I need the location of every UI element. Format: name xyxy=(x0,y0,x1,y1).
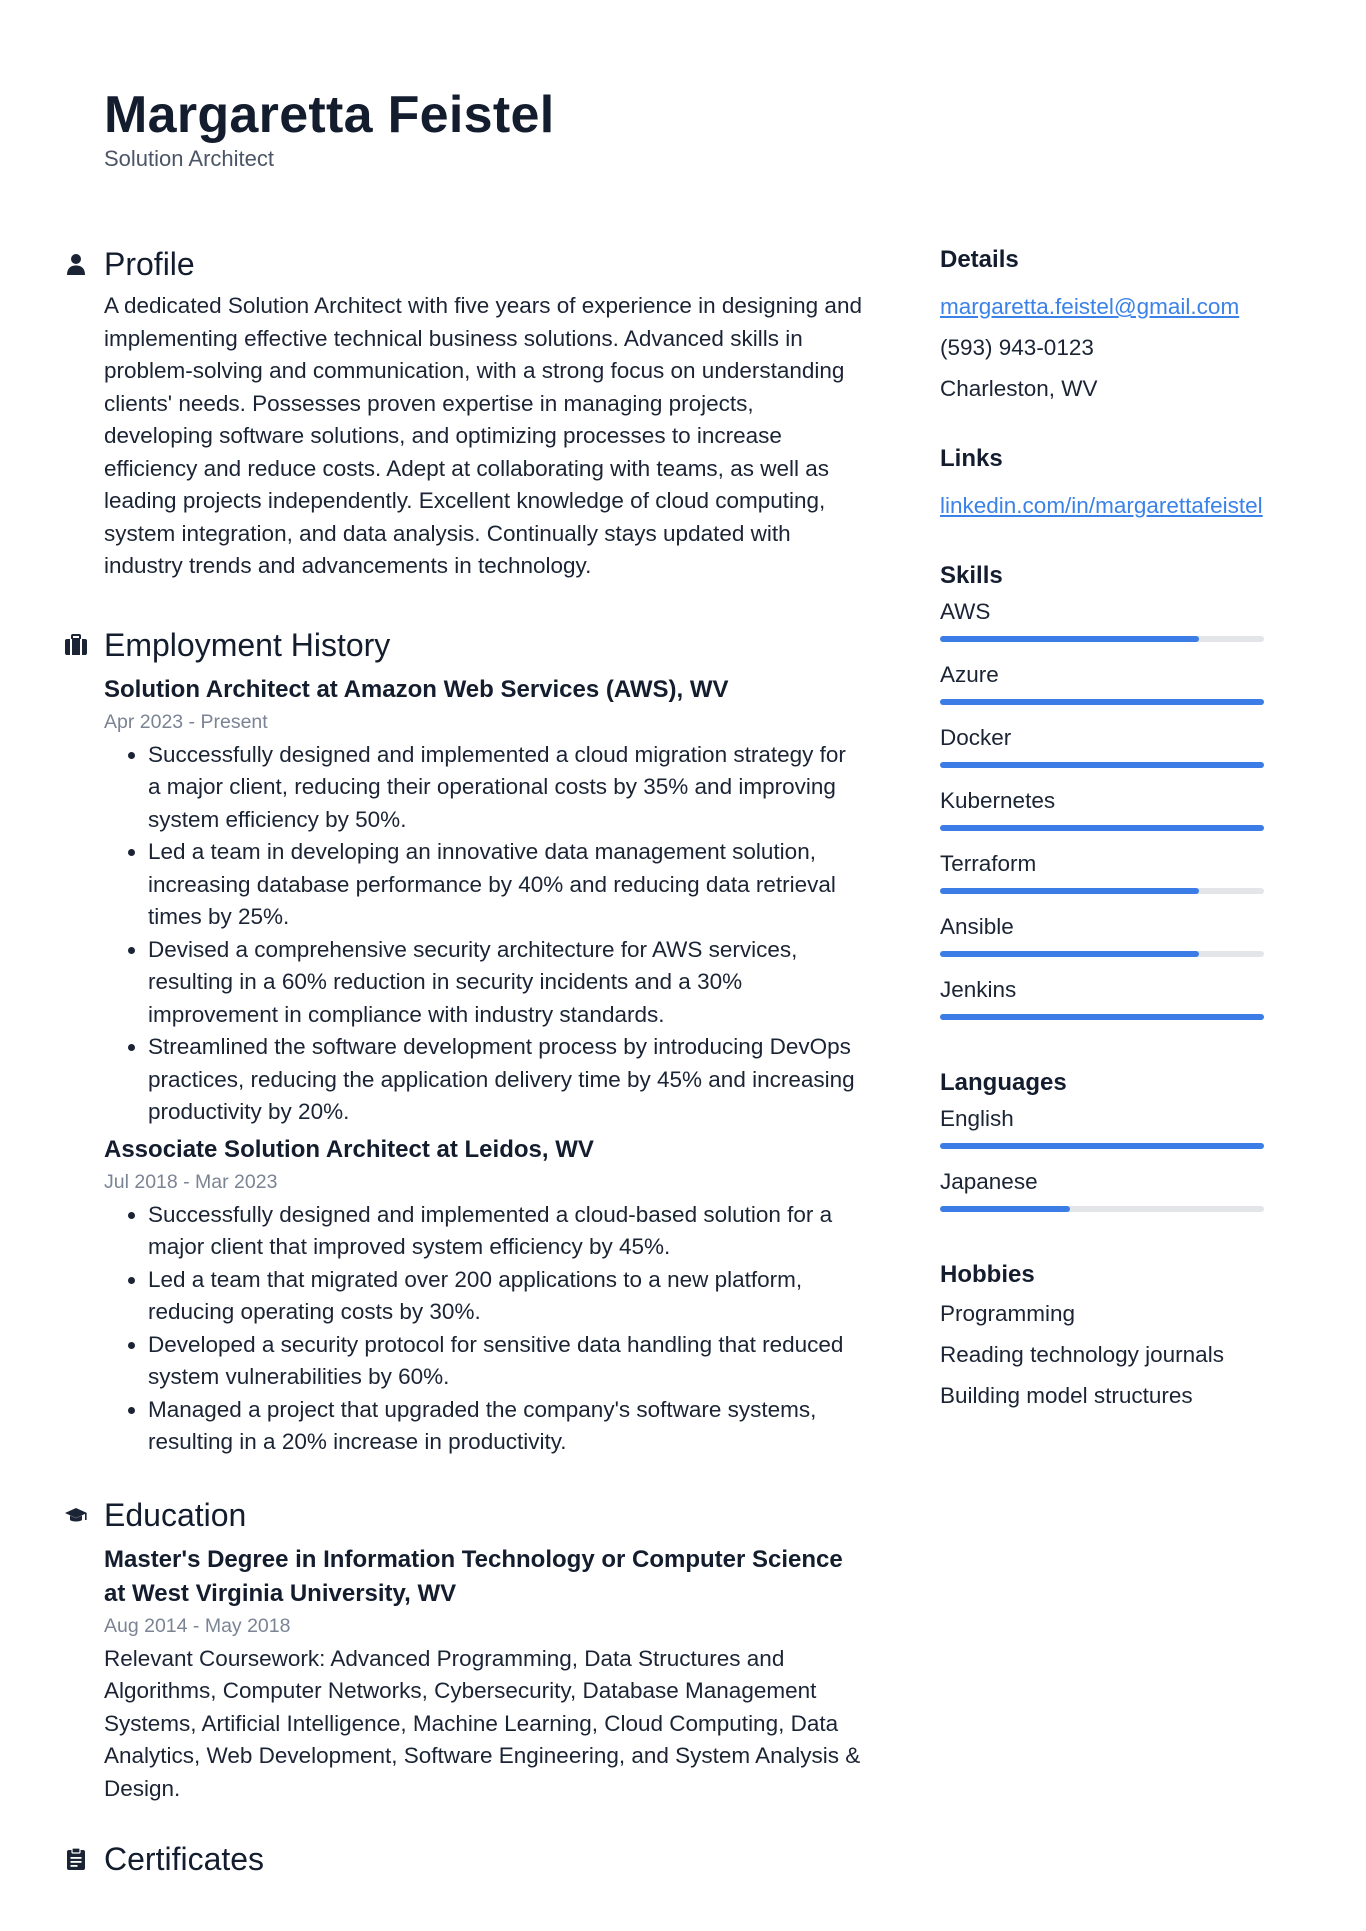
job-entry xyxy=(104,673,864,1129)
languages-title: Languages xyxy=(940,1069,1067,1096)
profile-text: A dedicated Solution Architect with five years of experience in designing and implementing effective technical business solutions. Advanced skills in problem-solving and communication, with a strong focus on understanding clients' needs. Possesses proven expertise in managing projects, developing software solutions, and optimizing processes to increase efficiency and reduce costs. Adept at collaborating with teams, as well as leading projects independently. Excellent knowledge of cloud computing, system integration, and data analysis. Continually stays updated with industry trends and advancements in technology. xyxy=(104,293,862,578)
sidebar-column xyxy=(940,244,1320,1450)
details-title: Details xyxy=(940,246,1019,273)
list-item xyxy=(940,974,1320,1037)
list-item: • Developed a security protocol for sensitive data handling that reduced system vulnerabilities by 60%. xyxy=(148,1329,864,1394)
hobbies-title: Hobbies xyxy=(940,1261,1035,1288)
resume-header xyxy=(104,84,554,172)
hobbies-section xyxy=(940,1259,1320,1416)
skill-level-bar xyxy=(940,825,1264,831)
skill-level-bar xyxy=(940,888,1264,894)
list-item xyxy=(940,785,1320,848)
languages-section xyxy=(940,1067,1320,1229)
language-label: English xyxy=(940,1106,1014,1131)
language-level-fill xyxy=(940,1206,1070,1212)
location-text: Charleston, WV xyxy=(940,376,1098,401)
employment-section xyxy=(104,625,864,1459)
skill-level-fill xyxy=(940,762,1264,768)
skill-label: Kubernetes xyxy=(940,788,1056,813)
candidate-name: Margaretta Feistel xyxy=(104,86,555,144)
list-item: • Devised a comprehensive security architecture for AWS services, resulting in a 60% reduction in security incidents and a 30% improvement in compliance with industry standards. xyxy=(148,934,864,1032)
hobby-item: Building model structures xyxy=(940,1383,1193,1408)
education-date: Aug 2014 - May 2018 xyxy=(104,1614,291,1637)
skill-label: Azure xyxy=(940,662,999,687)
section-title-employment: Employment History xyxy=(104,626,391,663)
graduation-cap-icon xyxy=(64,1503,88,1527)
skill-level-bar xyxy=(940,1014,1264,1020)
language-level-bar xyxy=(940,1143,1264,1149)
list-item xyxy=(940,659,1320,722)
skill-level-fill xyxy=(940,951,1199,957)
hobby-item: Reading technology journals xyxy=(940,1342,1224,1367)
links-section xyxy=(940,443,1320,526)
language-level-bar xyxy=(940,1206,1264,1212)
job-bullets xyxy=(104,1199,864,1459)
skill-level-bar xyxy=(940,699,1264,705)
job-heading: Associate Solution Architect at Leidos, WV xyxy=(104,1135,594,1163)
list-item xyxy=(940,596,1320,659)
list-item: • Streamlined the software development process by introducing DevOps practices, reducing the application delivery time by 45% and increasing productivity by 20%. xyxy=(148,1031,864,1129)
list-item xyxy=(940,848,1320,911)
links-title: Links xyxy=(940,445,1003,472)
main-column xyxy=(104,244,864,1921)
skill-label: AWS xyxy=(940,599,991,624)
language-label: Japanese xyxy=(940,1169,1038,1194)
profile-section xyxy=(104,244,864,583)
job-date: Jul 2018 - Mar 2023 xyxy=(104,1170,278,1193)
certificates-section xyxy=(104,1839,864,1879)
hobby-item: Programming xyxy=(940,1301,1076,1326)
list-item xyxy=(940,1103,1320,1166)
linkedin-link[interactable]: linkedin.com/in/margarettafeistel xyxy=(940,493,1263,518)
education-heading: Master's Degree in Information Technology or Computer Science at West Virginia University, WV xyxy=(104,1545,843,1607)
skill-level-fill xyxy=(940,888,1199,894)
language-level-fill xyxy=(940,1143,1264,1149)
phone-number: (593) 943-0123 xyxy=(940,335,1094,360)
details-section xyxy=(940,244,1320,409)
skill-level-fill xyxy=(940,699,1264,705)
skill-label: Terraform xyxy=(940,851,1037,876)
section-title-certificates: Certificates xyxy=(104,1841,265,1877)
list-item xyxy=(940,911,1320,974)
job-heading: Solution Architect at Amazon Web Services (AWS), WV xyxy=(104,675,729,703)
job-entry xyxy=(104,1133,864,1459)
list-item: • Managed a project that upgraded the company's software systems, resulting in a 20% increase in productivity. xyxy=(148,1394,864,1459)
list-item: • Led a team that migrated over 200 applications to a new platform, reducing operating costs by 30%. xyxy=(148,1264,864,1329)
clipboard-icon xyxy=(64,1847,88,1871)
email-link[interactable]: margaretta.feistel@gmail.com xyxy=(940,294,1240,319)
skill-level-bar xyxy=(940,636,1264,642)
skill-level-fill xyxy=(940,825,1264,831)
section-title-education: Education xyxy=(104,1496,247,1533)
skill-label: Ansible xyxy=(940,914,1014,939)
skill-label: Docker xyxy=(940,725,1012,750)
education-text: Relevant Coursework: Advanced Programming, Data Structures and Algorithms, Computer Networks, Cybersecurity, Database Management Systems, Artificial Intelligence, Machine Learning, Cloud Computing, Data Analytics, Web Development, Software Engineering, and System Analysis & Design. xyxy=(104,1645,861,1801)
list-item: • Successfully designed and implemented a cloud-based solution for a major client that improved system efficiency by 45%. xyxy=(148,1199,864,1264)
skills-section xyxy=(940,560,1320,1037)
skill-level-bar xyxy=(940,951,1264,957)
list-item xyxy=(940,1166,1320,1229)
education-section xyxy=(104,1495,864,1806)
list-item: • Successfully designed and implemented a cloud migration strategy for a major client, reducing their operational costs by 35% and improving system efficiency by 50%. xyxy=(148,739,864,837)
job-bullets xyxy=(104,739,864,1129)
skill-label: Jenkins xyxy=(940,977,1017,1002)
section-title-profile: Profile xyxy=(104,246,195,282)
skill-level-fill xyxy=(940,1014,1264,1020)
list-item: • Led a team in developing an innovative data management solution, increasing database performance by 40% and reducing data retrieval times by 25%. xyxy=(148,836,864,934)
education-entry xyxy=(104,1543,864,1806)
candidate-title: Solution Architect xyxy=(104,146,274,171)
person-icon xyxy=(64,252,88,276)
skills-title: Skills xyxy=(940,562,1003,589)
skill-level-fill xyxy=(940,636,1199,642)
job-date: Apr 2023 - Present xyxy=(104,710,268,733)
skill-level-bar xyxy=(940,762,1264,768)
briefcase-icon xyxy=(64,633,88,657)
list-item xyxy=(940,722,1320,785)
